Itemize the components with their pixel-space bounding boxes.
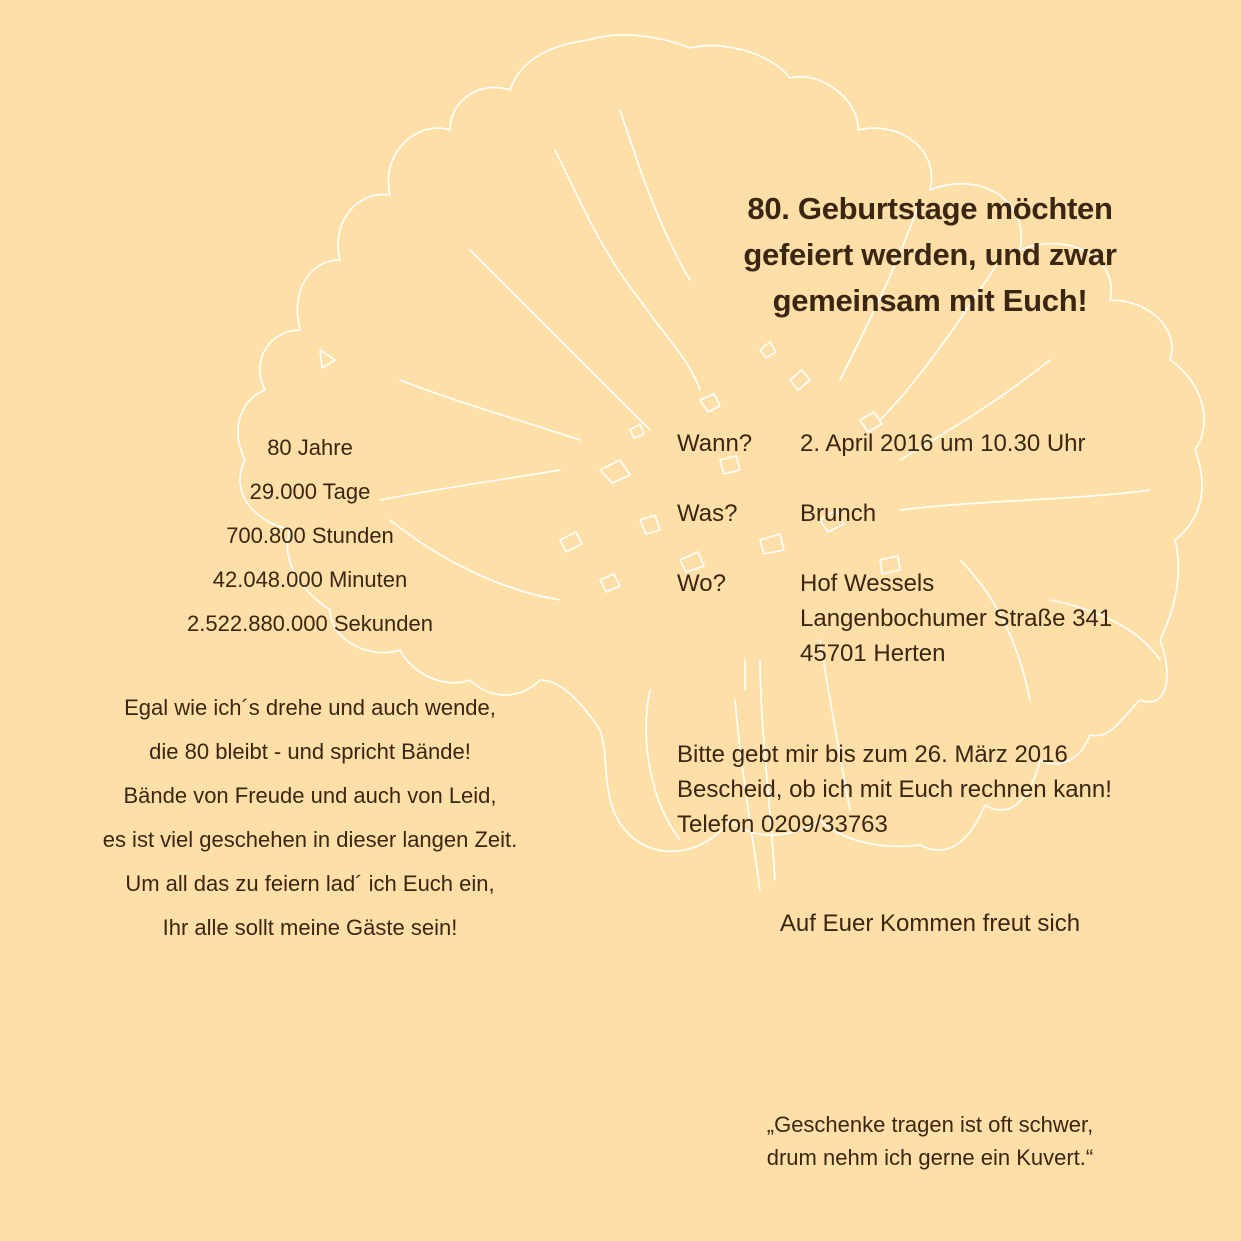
- rsvp-line: Bescheid, ob ich mit Euch rechnen kann!: [677, 776, 1112, 803]
- stat-days: 29.000 Tage: [249, 479, 371, 504]
- detail-what-label: Was?: [677, 500, 738, 527]
- stat-hours: 700.800 Stunden: [226, 523, 394, 548]
- invitation-headline: [690, 186, 1170, 324]
- headline-line: 80. Geburtstage möchten: [747, 191, 1113, 226]
- where-line: Hof Wessels: [800, 570, 935, 597]
- poem-line: Um all das zu feiern lad´ ich Euch ein,: [125, 871, 495, 896]
- detail-what-value: [800, 496, 876, 531]
- detail-where-value: [800, 566, 1112, 671]
- detail-when: [677, 426, 1112, 461]
- age-stats: [110, 426, 510, 646]
- detail-where-label: Wo?: [677, 570, 726, 597]
- when-line: 2. April 2016 um 10.30 Uhr: [800, 430, 1086, 457]
- what-line: Brunch: [800, 500, 877, 527]
- headline-line: gemeinsam mit Euch!: [772, 283, 1088, 318]
- poem-line: Egal wie ich´s drehe und auch wende,: [124, 695, 496, 720]
- gift-quote: [690, 1108, 1170, 1174]
- poem-line: es ist viel geschehen in dieser langen Zeit.: [102, 827, 518, 852]
- event-details: [677, 426, 1112, 706]
- headline-line: gefeiert werden, und zwar: [743, 237, 1117, 272]
- rsvp-note: [677, 737, 1112, 842]
- where-line: Langenbochumer Straße 341: [800, 605, 1113, 632]
- poem-line: Bände von Freude und auch von Leid,: [123, 783, 497, 808]
- detail-what: [677, 496, 1112, 531]
- detail-when-label: Wann?: [677, 430, 753, 457]
- poem-line: die 80 bleibt - und spricht Bände!: [149, 739, 471, 764]
- quote-line: „Geschenke tragen ist oft schwer,: [766, 1112, 1094, 1137]
- poem: [40, 686, 580, 950]
- quote-line: drum nehm ich gerne ein Kuvert.“: [766, 1145, 1094, 1170]
- stat-seconds: 2.522.880.000 Sekunden: [187, 611, 433, 636]
- poem-line: Ihr alle sollt meine Gäste sein!: [162, 915, 458, 940]
- detail-where: [677, 566, 1112, 671]
- stat-years: 80 Jahre: [267, 435, 353, 460]
- detail-when-value: [800, 426, 1086, 461]
- rsvp-line: Bitte gebt mir bis zum 26. März 2016: [677, 741, 1068, 768]
- signoff: Auf Euer Kommen freut sich: [779, 910, 1081, 937]
- rsvp-phone: Telefon 0209/33763: [677, 811, 888, 838]
- where-line: 45701 Herten: [800, 640, 946, 667]
- stat-minutes: 42.048.000 Minuten: [212, 567, 408, 592]
